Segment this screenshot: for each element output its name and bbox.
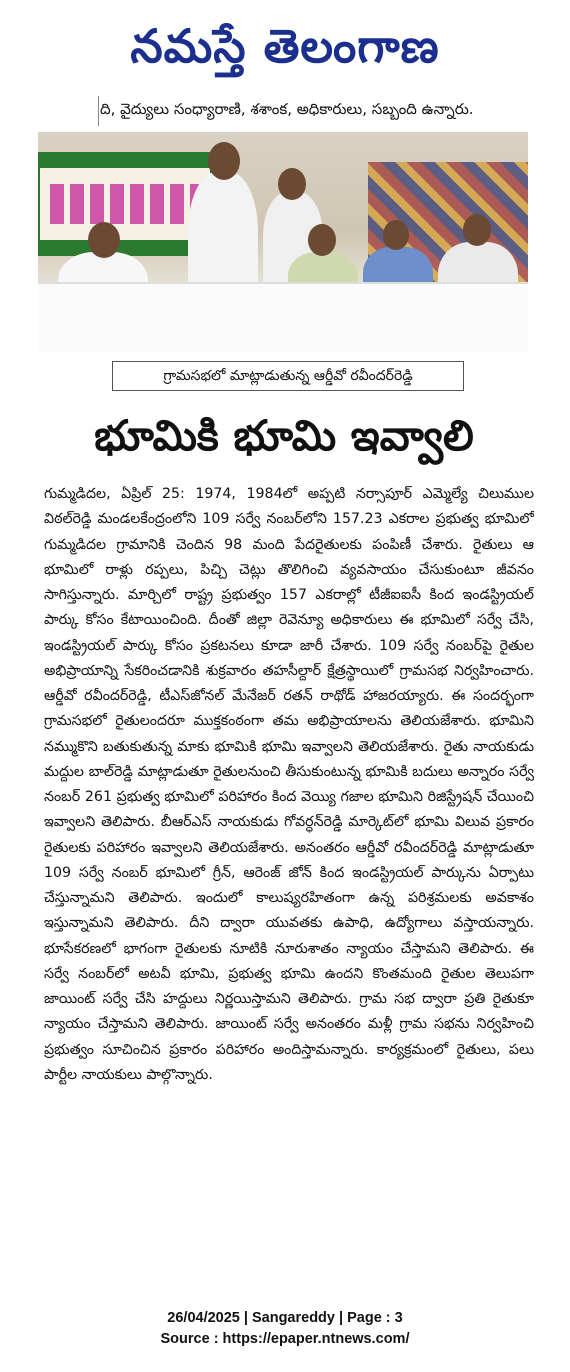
article-headline: భూమికి భూమి ఇవ్వాలి [94, 411, 474, 460]
carryover-text: ది, వైద్యులు సంధ్యారాణి, శశాంక, అధికారులు, సబ్బంది ఉన్నారు. [100, 100, 474, 118]
news-photo [38, 132, 528, 352]
column-rule [98, 96, 99, 126]
masthead-logo: నమస్తే తెలంగాణ [130, 19, 440, 73]
article-body: గుమ్మడిదల, ఏప్రిల్ 25: 1974, 1984లో అప్పటి నర్సాపూర్ ఎమ్మెల్యే చిలుముల విఠల్‌రెడ్డి మండలకేంద్రంలోని 109 సర్వే నంబర్‌లోని 157.23 ఎకరాల ప్రభుత్వ భూమిలో గుమ్మడిదల గ్రామానికి చెందిన 98 మంది పేదరైతులకు పంపిణీ చేశారు. రైతులు ఆ భూమిలో రాళ్లు రప్పలు, పిచ్చి చెట్లు తొలిగించి వ్యవసాయం చేసుకుంటూ జీవనం సాగిస్తున్నారు. మార్చిలో రాష్ట్ర ప్రభుత్వం 157 ఎకరాల్లో టీజీఐఐసీ కింద ఇండస్ట్రియల్ పార్కు కోసం కేటాయించింది. దీంతో జిల్లా రెవెన్యూ అధికారులు ఈ భూమిలో సర్వే చేసి, ఇండస్ట్రియల్ పార్కు కోసం ప్రకటనలు కూడా జారీ చేశారు. 109 సర్వే నంబర్‌పై రైతుల అభిప్రాయాన్ని సేకరించడానికి శుక్రవారం తహసీల్దార్ క్షేత్రస్థాయిలో గ్రామసభ నిర్వహించారు. ఆర్డీవో రవీందర్‌రెడ్డి, టీఎస్‌జోనల్ మేనేజర్ రతన్ రాథోడ్ హాజరయ్యారు. ఈ సందర్భంగా గ్రామసభలో రైతులందరూ ముక్తకంఠంగా తమ అభిప్రాయాలను తెలియజేశారు. భూమిని నమ్ముకొని బతుకుతున్న మాకు భూమికి భూమి ఇవ్వాలని తెలియజేశారు. రైతు నాయకుడు మద్దుల బాల్‌రెడ్డి మాట్లాడుతూ రైతులనుంచి తీసుకుంటున్న భూమికి బదులు అన్నారం సర్వే నంబర్ 261 ప్రభుత్వ భూమిలో పరిహారం కింద వెయ్యి గజాల భూమిని రిజిస్ట్రేషన్ చేయించి ఇవ్వాలని తెలిపారు. బీఆర్ఎస్ నాయకుడు గోవర్ధన్‌రెడ్డి మార్కెట్‌లో భూమి విలువ ప్రకారం రైతులకు పరిహారం ఇవ్వాలని తెలియజేశారు. అనంతరం ఆర్డీవో రవీందర్‌రెడ్డి మాట్లాడుతూ 109 సర్వే నంబర్ భూమిలో గ్రీన్, ఆరెంజ్ జోన్ కింద ఇండస్ట్రియల్ పార్కును ఏర్పాటు చేస్తున్నామని తెలిపారు. ఇందులో కాలుష్యరహితంగా ఉన్న పరిశ్రమలకు అవకాశం ఇస్తున్నామని తెలిపారు. దీని ద్వారా యువతకు ఉపాధి, ఉద్యోగాలు వస్తాయన్నారు. భూసేకరణలో భాగంగా రైతులకు నూటికి నూరుశాతం న్యాయం చేస్తామని తెలిపారు. ఈ సర్వే నంబర్‌లో అటవీ భూమి, ప్రభుత్వ భూమి ఉందని కొంతమంది రైతుల తెలుపగా జాయింట్ సర్వే చేసి హద్దులు నిర్ణయిస్తామని తెలిపారు. గ్రామ సభ ద్వారా ప్రతి రైతుకూ న్యాయం చేస్తామని తెలిపారు. జాయింట్ సర్వే అనంతరం మళ్లీ గ్రామ సభను నిర్వహించి ప్రభుత్వం సూచించిన ప్రకారం పరిహారం అందిస్తామన్నారు. కార్యక్రమంలో రైతులు, పలు పార్టీల నాయకులు పాల్గొన్నారు. [44, 486, 534, 1083]
photo-banner [38, 152, 212, 256]
page-footer [0, 1308, 570, 1368]
photo-table [38, 282, 528, 352]
photo-caption: గ్రామసభలో మాట్లాడుతున్న ఆర్డీవో రవీందర్‌రెడ్డి [112, 361, 464, 391]
footer-source-line: Source : https://epaper.ntnews.com/ [160, 1331, 410, 1347]
footer-date-line: 26/04/2025 | Sangareddy | Page : 3 [167, 1310, 403, 1326]
